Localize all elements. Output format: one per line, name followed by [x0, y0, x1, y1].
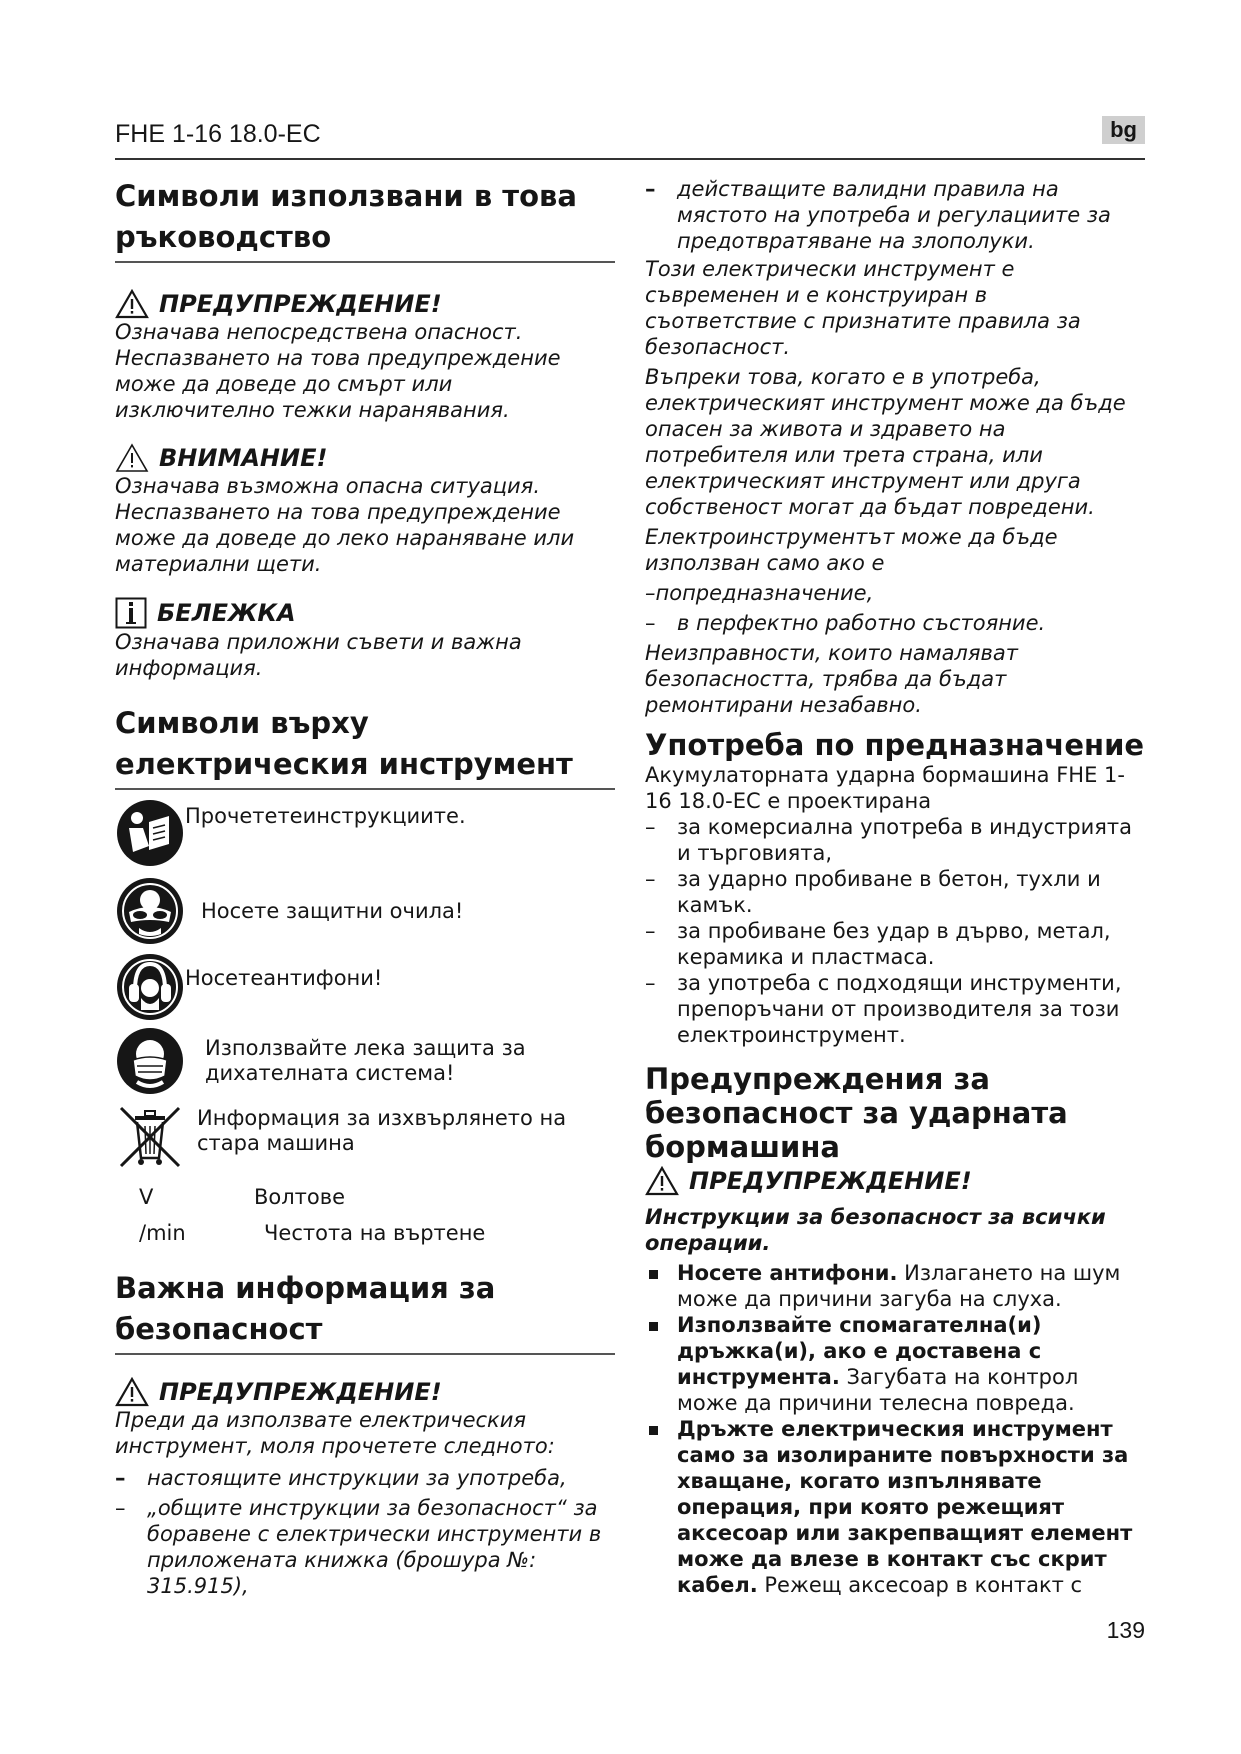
caution-description: Означава възможна опасна ситуация. Неспазването на това предупреждение може да доведе до леко нараняване или материални щети. [115, 474, 575, 576]
caution-triangle-icon [115, 443, 149, 473]
warning-triangle-icon [115, 289, 149, 319]
unit-symbol: V [139, 1185, 154, 1209]
left-column [115, 176, 615, 1599]
symbol-goggles-text: Носете защитни очила! [201, 898, 464, 923]
all-operations-heading: Инструкции за безопасност за всички операции. [645, 1205, 1106, 1255]
condition-intended: –попредназначение, [645, 581, 874, 605]
warning-label: ПРЕДУПРЕЖДЕНИЕ! [689, 1167, 972, 1195]
page-header [115, 114, 1145, 160]
section-title-symbols-manual: Символи използвани в това ръководство [115, 176, 615, 263]
symbol-goggles [115, 876, 615, 946]
warning-label: ПРЕДУПРЕЖДЕНИЕ! [159, 1378, 442, 1406]
unit-description: Волтове [254, 1185, 346, 1209]
units-list [115, 1184, 615, 1256]
right-column [645, 176, 1145, 1598]
intended-use-list [645, 814, 1145, 1048]
symbol-respiratory-text: Използвайте лека защита за дихателната система! [205, 1036, 526, 1085]
unit-row-volt [115, 1184, 615, 1220]
list-item: – за употреба с подходящи инструменти, препоръчани от производителя за този електроинструмент. [645, 971, 1122, 1047]
read-manual-icon [115, 798, 185, 868]
unit-symbol: /min [139, 1221, 186, 1245]
symbol-ear-protection [115, 952, 615, 1022]
warning-label: ПРЕДУПРЕЖДЕНИЕ! [159, 290, 442, 318]
warning-description: Означава непосредствена опасност. Неспазването на това предупреждение може да доведе до смърт или изключително тежки наранявания. [115, 320, 561, 422]
ear-protection-icon [115, 952, 185, 1022]
safety-goggles-icon [115, 876, 185, 946]
note-label: БЕЛЕЖКА [157, 599, 296, 627]
note-heading [115, 597, 615, 629]
caution-label: ВНИМАНИЕ! [159, 444, 328, 472]
symbol-disposal-text: Информация за изхвърлянето на стара машина [197, 1106, 567, 1155]
section-title-tool-symbols: Символи върху електрическия инструмент [115, 703, 615, 790]
symbol-disposal [115, 1102, 615, 1172]
section-title-safety-info: Важна информация за безопасност [115, 1268, 615, 1355]
list-item: Използвайте спомагателна(и) дръжка(и), ако е доставена с инструмента. Загубата на контрол може да причини телесна повреда. [645, 1312, 1145, 1416]
info-icon [115, 597, 147, 629]
list-item: – „общите инструкции за безопасност“ за боравене с електрически инструменти в приложената книжка (брошура №: 315.915), [115, 1496, 602, 1598]
condition-list [645, 610, 1145, 636]
unit-row-rpm [115, 1220, 615, 1256]
list-item: – настоящите инструкции за употреба, [115, 1466, 567, 1490]
symbol-respiratory [115, 1026, 615, 1096]
unit-description: Честота на въртене [264, 1221, 486, 1245]
safety-bullet-list [645, 1260, 1145, 1598]
list-item: – за комерсиална употреба в индустрията и търговията, [645, 815, 1132, 865]
section-title-intended-use: Употреба по предназначение [645, 728, 1145, 762]
paragraph-defects: Неизправности, които намаляват безопасността, трябва да бъдат ремонтирани незабавно. [645, 641, 1018, 717]
list-item: Дръжте електрическия инструмент само за изолираните повърхности за хващане, когато изпълнявате операция, при която режещият аксесоар или закрепващият елемент може да влезе в контакт със скрит кабел. Режещ аксесоар в контакт с [645, 1416, 1145, 1598]
page-number: 139 [1106, 1617, 1145, 1643]
warning-triangle-icon [115, 1377, 149, 1407]
symbol-read-text: Прочететеинструкциите. [185, 804, 466, 828]
note-description: Означава приложни съвети и важна информация. [115, 630, 522, 680]
warning-triangle-icon [645, 1166, 679, 1196]
language-badge: bg [1102, 116, 1145, 144]
warning-intro: Преди да използвате електрическия инструмент, моля прочетете следното: [115, 1408, 555, 1458]
paragraph-modern-tool: Този електрически инструмент е съвременен и е конструиран в съответствие с признатите правила за безопасност. [645, 257, 1081, 359]
list-item: – за пробиване без удар в дърво, метал, керамика и пластмаса. [645, 919, 1111, 969]
list-item: – в перфектно работно състояние. [645, 611, 1046, 635]
list-item: – действащите валидни правила на мястото на употреба и регулациите за предотвратяване на злополуки. [645, 177, 1111, 253]
paragraph-danger: Въпреки това, когато е в употреба, електрическият инструмент може да бъде опасен за живота и здравето на потребителя или трета страна, или електрическият инструмент или друга собственост могат да бъдат повредени. [645, 365, 1126, 519]
symbol-read-instructions [115, 798, 615, 868]
read-before-list [115, 1465, 615, 1599]
list-item: Носете антифони. Излагането на шум може да причини загуба на слуха. [645, 1260, 1145, 1312]
warning-heading-2 [115, 1377, 615, 1407]
paragraph-condition: Електроинструментът може да бъде използван само ако е [645, 525, 1058, 575]
continued-list [645, 176, 1145, 254]
warning-heading [115, 289, 615, 319]
list-item: – за ударно пробиване в бетон, тухли и камък. [645, 867, 1101, 917]
intended-intro: Акумулаторната ударна бормашина FHE 1-16 18.0-EC е проектирана [645, 763, 1125, 813]
section-title-safety-warnings: Предупреждения за безопасност за ударната бормашина [645, 1062, 1068, 1164]
warning-heading-3 [645, 1166, 1145, 1196]
caution-heading [115, 443, 615, 473]
crossed-bin-icon [115, 1102, 185, 1172]
respirator-icon [115, 1026, 185, 1096]
symbol-ear-text: Носетеантифони! [185, 966, 383, 990]
model-title: FHE 1-16 18.0-EC [115, 120, 321, 148]
